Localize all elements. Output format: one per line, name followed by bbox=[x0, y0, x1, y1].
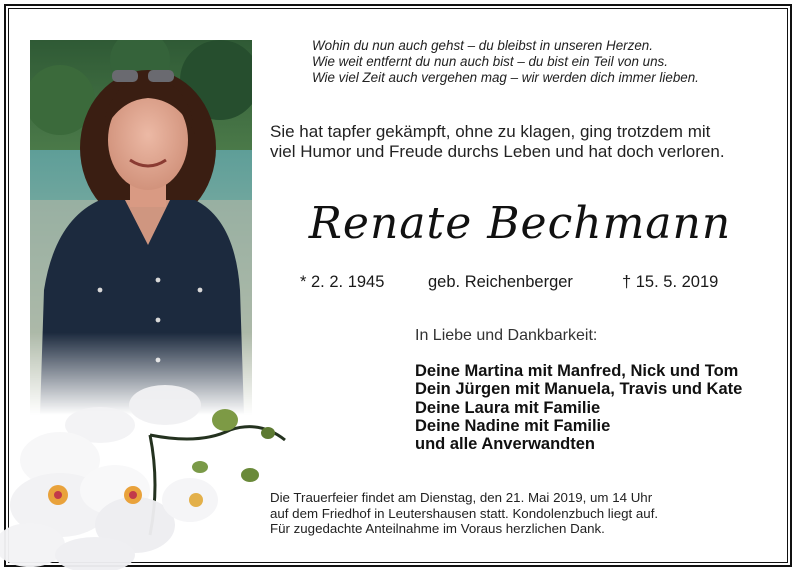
birth-date: * 2. 2. 1945 bbox=[300, 273, 385, 291]
thanks-heading: In Liebe und Dankbarkeit: bbox=[415, 327, 598, 344]
orchid-decoration bbox=[0, 375, 300, 570]
deceased-name: Renate Bechmann bbox=[308, 198, 732, 249]
mourner-line: Dein Jürgen mit Manuela, Travis und Kate bbox=[415, 380, 743, 399]
notice-line: Für zugedachte Anteilnahme im Voraus herzlichen Dank. bbox=[270, 521, 605, 537]
mourner-line: Deine Laura mit Familie bbox=[415, 398, 601, 417]
notice-line: Die Trauerfeier findet am Dienstag, den 21. Mai 2019, um 14 Uhr bbox=[270, 490, 653, 505]
verse-line: Wie viel Zeit auch vergehen mag – wir werden dich immer lieben. bbox=[312, 70, 699, 85]
mourner-line: und alle Anverwandten bbox=[415, 435, 596, 454]
death-date: † 15. 5. 2019 bbox=[622, 273, 719, 291]
notice-line: auf dem Friedhof in Leutershausen statt. Kondolenzbuch liegt auf. bbox=[270, 505, 659, 521]
mourner-line: Deine Martina mit Manfred, Nick und Tom bbox=[415, 362, 739, 380]
intro-text: Sie hat tapfer gekämpft, ohne zu klagen, ging trotzdem mit viel Humor und Freude durchs Leben und hat doch verloren. bbox=[270, 122, 725, 161]
verse-quote bbox=[312, 38, 772, 86]
funeral-notice bbox=[270, 490, 658, 537]
verse-line: Wohin du nun auch gehst – du bleibst in unseren Herzen. bbox=[312, 38, 653, 53]
mourner-line: Deine Nadine mit Familie bbox=[415, 416, 611, 435]
mourners-list bbox=[415, 362, 742, 453]
portrait-photo bbox=[30, 40, 252, 415]
maiden-name: geb. Reichenberger bbox=[428, 273, 573, 291]
verse-line: Wie weit entfernt du nun auch bist – du bist ein Teil von uns. bbox=[312, 54, 668, 69]
